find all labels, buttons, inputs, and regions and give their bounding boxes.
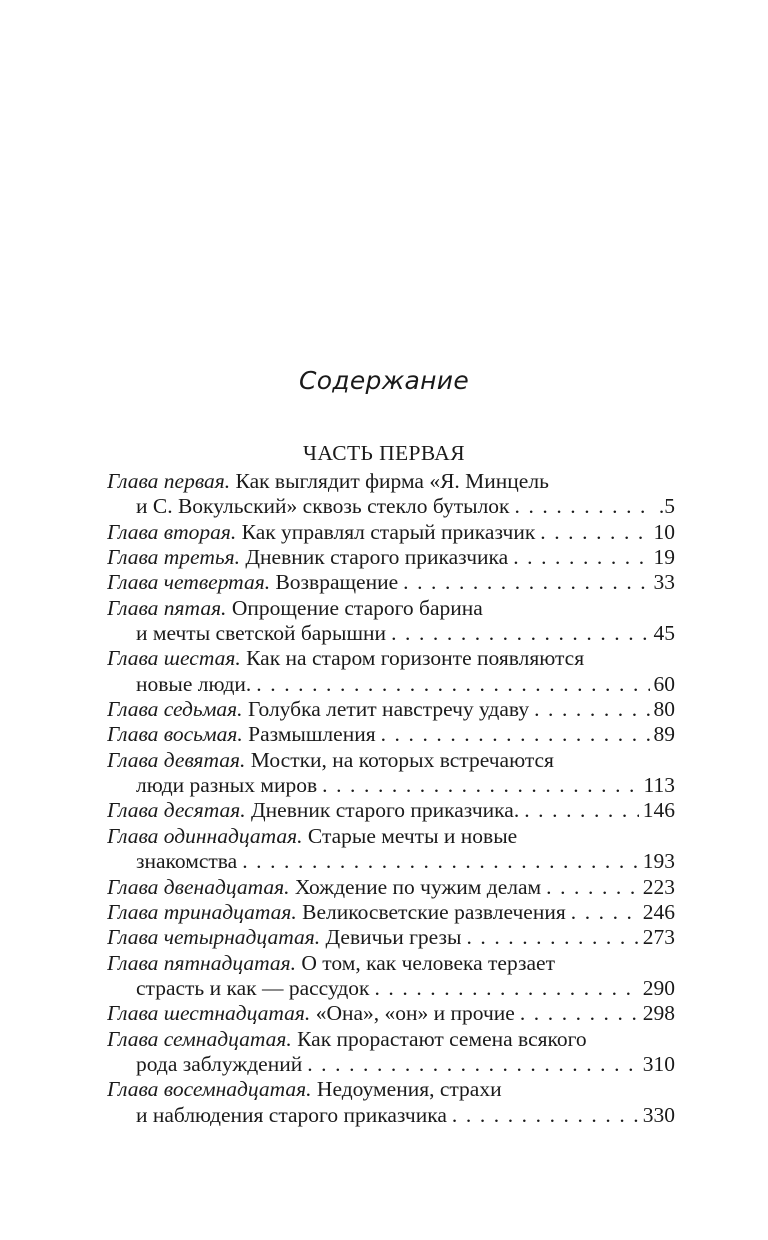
chapter-label: Глава одиннадцатая. [107, 823, 303, 848]
toc-entry [107, 900, 675, 925]
chapter-title: Как управлял старый приказчик [241, 519, 536, 544]
chapter-label: Глава четвертая. [107, 570, 271, 595]
chapter-title: Как выглядит фирма «Я. Минцель [235, 469, 549, 493]
toc-line-continued [107, 621, 675, 646]
chapter-label: Глава девятая. [107, 747, 246, 772]
page-number: 89 [653, 722, 675, 747]
toc-line-continued [107, 773, 675, 798]
page-number: 330 [642, 1102, 675, 1127]
toc-line [107, 469, 675, 494]
dot-leader [540, 520, 649, 545]
chapter-label: Глава двенадцатая. [107, 874, 290, 899]
chapter-title: Мостки, на которых встречаются [250, 747, 554, 772]
dot-leader [515, 494, 655, 519]
toc-line [107, 646, 675, 671]
chapter-title: Опрощение старого барина [231, 595, 483, 620]
toc-line [107, 570, 675, 595]
dot-leader [381, 722, 650, 747]
chapter-title: Дневник старого приказчика [245, 545, 509, 570]
toc-entry [107, 697, 675, 722]
toc-entry [107, 646, 675, 697]
dot-leader [524, 798, 639, 823]
toc-line [107, 824, 675, 849]
dot-leader [452, 1103, 639, 1128]
page-number: 45 [653, 621, 675, 646]
chapter-label: Глава вторая. [107, 519, 237, 544]
chapter-title-continued: знакомства [136, 849, 238, 874]
dot-leader [520, 1001, 639, 1026]
toc-line [107, 520, 675, 545]
chapter-title-continued: рода заблуждений [136, 1051, 303, 1076]
toc-entry [107, 925, 675, 950]
chapter-label: Глава восьмая. [107, 722, 243, 747]
chapter-title: «Она», «он» и прочие [315, 1001, 515, 1026]
dot-leader [534, 697, 649, 722]
toc-line [107, 748, 675, 773]
dot-leader [571, 900, 639, 925]
chapter-label: Глава пятнадцатая. [107, 950, 297, 975]
page-number: 146 [642, 798, 675, 823]
chapter-title: Как на старом горизонте появляются [246, 646, 585, 671]
chapter-title-continued: страсть и как — рассудок [136, 975, 370, 1000]
dot-leader [403, 570, 649, 595]
toc-line [107, 900, 675, 925]
chapter-title: Старые мечты и новые [307, 823, 518, 848]
page-number: 273 [642, 925, 675, 950]
toc-entry [107, 824, 675, 875]
toc-line-continued [107, 849, 675, 874]
toc-line [107, 596, 675, 621]
dot-leader [256, 672, 649, 697]
chapter-label: Глава десятая. [107, 798, 246, 823]
toc-entry [107, 596, 675, 647]
chapter-label: Глава седьмая. [107, 697, 243, 722]
chapter-title: Размышления [248, 722, 376, 747]
chapter-label: Глава шестнадцатая. [107, 1001, 311, 1026]
toc-entry [107, 798, 675, 823]
toc-line [107, 1001, 675, 1026]
page-number: 310 [642, 1051, 675, 1076]
toc-entry [107, 469, 675, 520]
chapter-title: Хождение по чужим делам [294, 874, 542, 899]
chapter-label: Глава шестая. [107, 646, 241, 671]
page-number: 298 [642, 1001, 675, 1026]
toc-entry [107, 1027, 675, 1078]
page-number: 113 [643, 773, 675, 798]
chapter-title: О том, как человека терзает [301, 950, 555, 975]
toc-entry [107, 722, 675, 747]
toc-line [107, 951, 675, 976]
toc-entry [107, 545, 675, 570]
toc-line [107, 1077, 675, 1102]
chapter-title-continued: люди разных миров [136, 773, 318, 798]
chapter-title-continued: новые люди. [136, 671, 252, 696]
toc-entry [107, 951, 675, 1002]
dot-leader [242, 849, 639, 874]
page-number: 223 [642, 874, 675, 899]
chapter-label: Глава первая. [107, 469, 231, 493]
toc-line [107, 1027, 675, 1052]
page-number: 246 [642, 899, 675, 924]
page-number: 19 [653, 545, 675, 570]
toc-entry [107, 1001, 675, 1026]
part-heading: ЧАСТЬ ПЕРВАЯ [303, 441, 465, 465]
dot-leader [546, 875, 639, 900]
toc-entry [107, 570, 675, 595]
toc-entry [107, 520, 675, 545]
dot-leader [391, 621, 649, 646]
dot-leader [322, 773, 639, 798]
toc-entry [107, 875, 675, 900]
toc-line-continued [107, 1103, 675, 1128]
toc-line [107, 875, 675, 900]
toc-entry [107, 748, 675, 799]
chapter-title: Дневник старого приказчика. [251, 798, 520, 823]
chapter-title-continued: и наблюдения старого приказчика [136, 1102, 447, 1127]
chapter-title: Великосветские развлечения [302, 899, 566, 924]
dot-leader [513, 545, 649, 570]
toc-line [107, 697, 675, 722]
chapter-title-continued: и С. Вокульский» сквозь стекло бутылок [136, 494, 510, 519]
chapter-label: Глава третья. [107, 545, 240, 570]
page-number: .5 [658, 494, 675, 519]
chapter-title: Как прорастают семена всякого [297, 1026, 587, 1051]
dot-leader [307, 1052, 639, 1077]
toc-line-continued [107, 494, 675, 519]
toc-line [107, 545, 675, 570]
toc-line-continued [107, 976, 675, 1001]
page-number: 60 [653, 671, 675, 696]
toc-line [107, 925, 675, 950]
toc-line [107, 722, 675, 747]
toc-line-continued [107, 1052, 675, 1077]
chapter-label: Глава пятая. [107, 595, 227, 620]
chapter-title-continued: и мечты светской барышни [136, 621, 387, 646]
contents-heading: Содержание [298, 366, 470, 395]
toc-line-continued [107, 672, 675, 697]
dot-leader [374, 976, 638, 1001]
dot-leader [466, 925, 638, 950]
chapter-title: Девичьи грезы [325, 925, 462, 950]
table-of-contents [107, 469, 675, 1128]
chapter-label: Глава восемнадцатая. [107, 1077, 312, 1102]
chapter-title: Недоумения, страхи [316, 1077, 502, 1102]
chapter-label: Глава семнадцатая. [107, 1026, 292, 1051]
page-number: 193 [642, 849, 675, 874]
chapter-label: Глава четырнадцатая. [107, 925, 321, 950]
toc-line [107, 798, 675, 823]
page-number: 290 [642, 975, 675, 1000]
page-number: 10 [653, 519, 675, 544]
chapter-title: Голубка летит навстречу удаву [247, 697, 530, 722]
chapter-label: Глава тринадцатая. [107, 899, 297, 924]
toc-entry [107, 1077, 675, 1128]
chapter-title: Возвращение [275, 570, 399, 595]
page-number: 80 [653, 697, 675, 722]
page-number: 33 [653, 570, 675, 595]
